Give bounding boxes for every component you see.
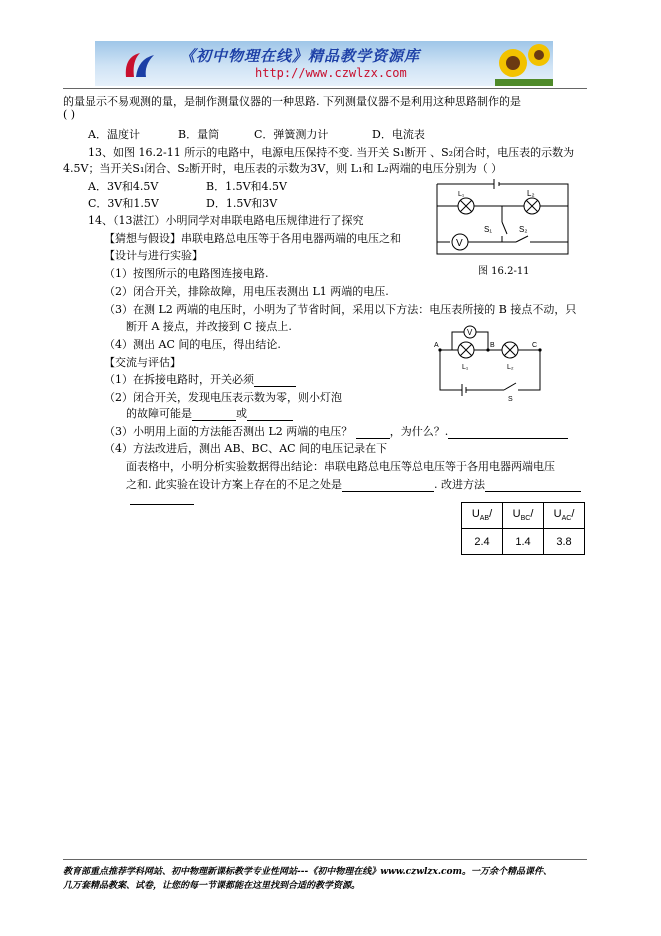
q14-step-2: （2）闭合开关，排除故障，用电压表测出 L1 两端的电压. <box>104 285 389 298</box>
q14-eval-2b <box>126 405 293 421</box>
header-banner <box>95 41 553 86</box>
table-cell-ubc: 1.4 <box>503 529 544 555</box>
table-header-uac: $U_{AC}/$ <box>544 503 585 529</box>
blank-can-measure[interactable] <box>356 438 390 439</box>
q14-eval-4b: 面表格中，小明分析实验数据得出结论：串联电路总电压等总电压等于各用电器两端电压 <box>126 460 555 473</box>
footer-line1: 教育部重点推荐学科网站、初中物理新课标教学专业性网站---《初中物理在线》www.czwlzx.com。一万余个精品课件、 <box>63 867 553 877</box>
table-cell-uab: 2.4 <box>462 529 503 555</box>
q14-eval-3-mid: ，为什么？. <box>389 425 449 438</box>
q12-option-d: D．电流表 <box>372 128 425 141</box>
blank-fault-1[interactable] <box>192 420 236 421</box>
fig2-label-l2: L₂ <box>507 364 514 371</box>
fig1-label-s1: S₁ <box>484 225 493 234</box>
q12-answer-paren: ( ) <box>63 108 76 121</box>
q14-eval-4c <box>126 476 581 492</box>
fig1-caption: 图 16.2-11 <box>478 266 530 277</box>
q12-option-a: A．温度计 <box>88 128 140 141</box>
q14-eval-4a: （4）方法改进后，测出 AB、BC、AC 间的电压记录在下 <box>104 442 388 455</box>
fig1-label-l2: L₂ <box>527 189 535 198</box>
q14-step-4: （4）测出 AC 间的电压，得出结论. <box>104 338 281 351</box>
blank-deficiency[interactable] <box>342 491 434 492</box>
voltage-table <box>461 502 585 555</box>
q14-eval-1 <box>104 371 296 387</box>
footer-rule <box>63 859 587 860</box>
fig1-label-l1: L₁ <box>458 191 465 198</box>
banner-title: 《初中物理在线》精品教学资源库 <box>180 47 421 65</box>
sunflower-icon <box>495 41 553 86</box>
circuit-diagram-2 <box>432 322 550 404</box>
fig1-label-v: V <box>456 238 463 249</box>
blank-reason[interactable] <box>448 438 568 439</box>
q13-option-a: A．3V和4.5V <box>88 180 159 193</box>
table-row <box>462 529 585 555</box>
banner-url: http://www.czwlzx.com <box>255 66 407 80</box>
blank-fault-2[interactable] <box>247 420 293 421</box>
q14-eval-2b-pre: 的故障可能是 <box>126 407 192 420</box>
q14-design-heading: 【设计与进行实验】 <box>104 249 203 262</box>
table-header-ubc: $U_{BC}/$ <box>503 503 544 529</box>
circuit-diagram-1 <box>432 176 577 261</box>
q13-line2: 4.5V；当开关S₁闭合、S₂断开时，电压表的示数为3V，则 L₁和 L₂两端的电压分别为（ ） <box>63 162 503 175</box>
q13-line1: 13、如图 16.2-11 所示的电路中，电源电压保持不变. 当开关 S₁断开 、S₂闭合时，电压表的示数为 <box>88 146 575 159</box>
q14-title: 14、（13湛江）小明同学对串联电路电压规律进行了探究 <box>88 214 364 227</box>
q14-eval-1-text: （1）在拆接电路时，开关必须 <box>104 373 254 386</box>
q14-step-3-cont: 断开 A 接点，并改接到 C 接点上. <box>126 320 292 333</box>
q14-eval-4c-pre: 之和. 此实验在设计方案上存在的不足之处是 <box>126 478 342 491</box>
fig2-label-l1: L₁ <box>462 364 469 371</box>
q14-eval-3-pre: （3）小明用上面的方法能否测出 L2 两端的电压？ <box>104 425 353 438</box>
fig1-label-s2: S₂ <box>519 225 528 234</box>
blank-improvement[interactable] <box>485 491 581 492</box>
q12-option-c: C．弹簧测力计 <box>254 128 329 141</box>
q13-option-b: B．1.5V和4.5V <box>206 180 287 193</box>
q14-eval-4c-mid: . 改进方法 <box>434 478 485 491</box>
fig2-label-b: B <box>490 342 495 349</box>
table-header-row <box>462 503 585 529</box>
fig2-label-a: A <box>434 342 439 349</box>
table-header-uab: $U_{AB}/$ <box>462 503 503 529</box>
logo-icon <box>120 47 160 81</box>
q13-option-d: D．1.5V和3V <box>206 197 278 210</box>
fig2-label-v: V <box>467 328 473 337</box>
q14-guess: 【猜想与假设】串联电路总电压等于各用电器两端的电压之和 <box>104 232 401 245</box>
q14-eval-2a: （2）闭合开关，发现电压表示数为零，则小灯泡 <box>104 391 342 404</box>
q12-line1: 的量显示不易观测的量，是制作测量仪器的一种思路. 下列测量仪器不是利用这种思路制作的是 <box>63 95 521 108</box>
blank-improvement-cont[interactable] <box>130 492 194 505</box>
q12-option-b: B．量筒 <box>178 128 220 141</box>
q14-step-1: （1）按图所示的电路图连接电路. <box>104 267 269 280</box>
q13-option-c: C．3V和1.5V <box>88 197 159 210</box>
q14-eval-heading: 【交流与评估】 <box>104 356 181 369</box>
blank-switch-state[interactable] <box>254 386 296 387</box>
q14-eval-3 <box>104 423 568 439</box>
footer-line2: 几万套精品教案、试卷，让您的每一节课都能在这里找到合适的教学资源。 <box>63 881 361 891</box>
q14-step-3: （3）在测 L2 两端的电压时，小明为了节省时间，采用以下方法：电压表所接的 B 接点不动，只 <box>104 303 577 316</box>
q14-eval-2b-or: 或 <box>236 407 247 420</box>
fig2-label-c: C <box>532 342 538 349</box>
fig2-label-s: S <box>508 396 513 403</box>
header-rule <box>63 88 587 89</box>
table-cell-uac: 3.8 <box>544 529 585 555</box>
